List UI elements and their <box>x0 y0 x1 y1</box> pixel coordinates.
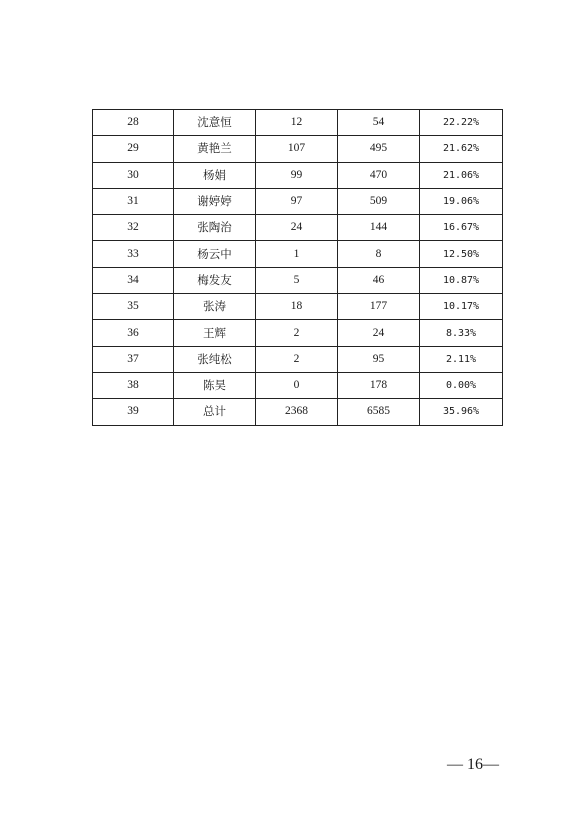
cell-count-b: 54 <box>338 110 420 136</box>
table-row <box>93 320 503 346</box>
table-row <box>93 399 503 425</box>
cell-count-b: 495 <box>338 136 420 162</box>
cell-index: 32 <box>93 215 174 241</box>
cell-count-a: 107 <box>256 136 338 162</box>
cell-count-b: 6585 <box>338 399 420 425</box>
cell-count-a: 99 <box>256 162 338 188</box>
cell-name: 张陶治 <box>174 215 256 241</box>
table-row <box>93 110 503 136</box>
cell-count-a: 2 <box>256 320 338 346</box>
cell-index: 34 <box>93 267 174 293</box>
table-row <box>93 241 503 267</box>
cell-name: 杨娟 <box>174 162 256 188</box>
cell-count-a: 12 <box>256 110 338 136</box>
cell-ratio: 12.50% <box>420 241 503 267</box>
cell-index: 36 <box>93 320 174 346</box>
table-row <box>93 294 503 320</box>
cell-name: 总计 <box>174 399 256 425</box>
table-row <box>93 346 503 372</box>
table-body <box>93 110 503 426</box>
cell-count-a: 0 <box>256 372 338 398</box>
cell-ratio: 0.00% <box>420 372 503 398</box>
cell-count-b: 46 <box>338 267 420 293</box>
cell-index: 30 <box>93 162 174 188</box>
table-row <box>93 188 503 214</box>
cell-ratio: 2.11% <box>420 346 503 372</box>
cell-ratio: 10.17% <box>420 294 503 320</box>
cell-count-b: 178 <box>338 372 420 398</box>
cell-count-b: 177 <box>338 294 420 320</box>
cell-count-b: 8 <box>338 241 420 267</box>
table-row <box>93 267 503 293</box>
page-number: — 16— <box>447 756 499 773</box>
cell-index: 29 <box>93 136 174 162</box>
cell-name: 张纯松 <box>174 346 256 372</box>
cell-index: 37 <box>93 346 174 372</box>
cell-count-b: 509 <box>338 188 420 214</box>
cell-ratio: 35.96% <box>420 399 503 425</box>
cell-name: 谢婷婷 <box>174 188 256 214</box>
cell-count-b: 144 <box>338 215 420 241</box>
cell-count-a: 1 <box>256 241 338 267</box>
cell-ratio: 8.33% <box>420 320 503 346</box>
cell-index: 35 <box>93 294 174 320</box>
table-row <box>93 162 503 188</box>
cell-count-a: 5 <box>256 267 338 293</box>
cell-count-a: 97 <box>256 188 338 214</box>
table-row <box>93 136 503 162</box>
cell-ratio: 16.67% <box>420 215 503 241</box>
cell-ratio: 21.06% <box>420 162 503 188</box>
cell-index: 33 <box>93 241 174 267</box>
cell-index: 38 <box>93 372 174 398</box>
cell-name: 张涛 <box>174 294 256 320</box>
statistics-table <box>92 109 503 426</box>
cell-count-b: 470 <box>338 162 420 188</box>
cell-ratio: 21.62% <box>420 136 503 162</box>
cell-count-a: 18 <box>256 294 338 320</box>
cell-count-a: 24 <box>256 215 338 241</box>
cell-ratio: 10.87% <box>420 267 503 293</box>
cell-index: 39 <box>93 399 174 425</box>
cell-name: 杨云中 <box>174 241 256 267</box>
cell-name: 陈昊 <box>174 372 256 398</box>
cell-count-b: 24 <box>338 320 420 346</box>
cell-ratio: 19.06% <box>420 188 503 214</box>
cell-count-b: 95 <box>338 346 420 372</box>
cell-name: 梅发友 <box>174 267 256 293</box>
cell-index: 28 <box>93 110 174 136</box>
cell-count-a: 2368 <box>256 399 338 425</box>
cell-name: 王辉 <box>174 320 256 346</box>
cell-name: 沈意恒 <box>174 110 256 136</box>
cell-index: 31 <box>93 188 174 214</box>
cell-ratio: 22.22% <box>420 110 503 136</box>
table-row <box>93 372 503 398</box>
cell-name: 黄艳兰 <box>174 136 256 162</box>
table-row <box>93 215 503 241</box>
cell-count-a: 2 <box>256 346 338 372</box>
